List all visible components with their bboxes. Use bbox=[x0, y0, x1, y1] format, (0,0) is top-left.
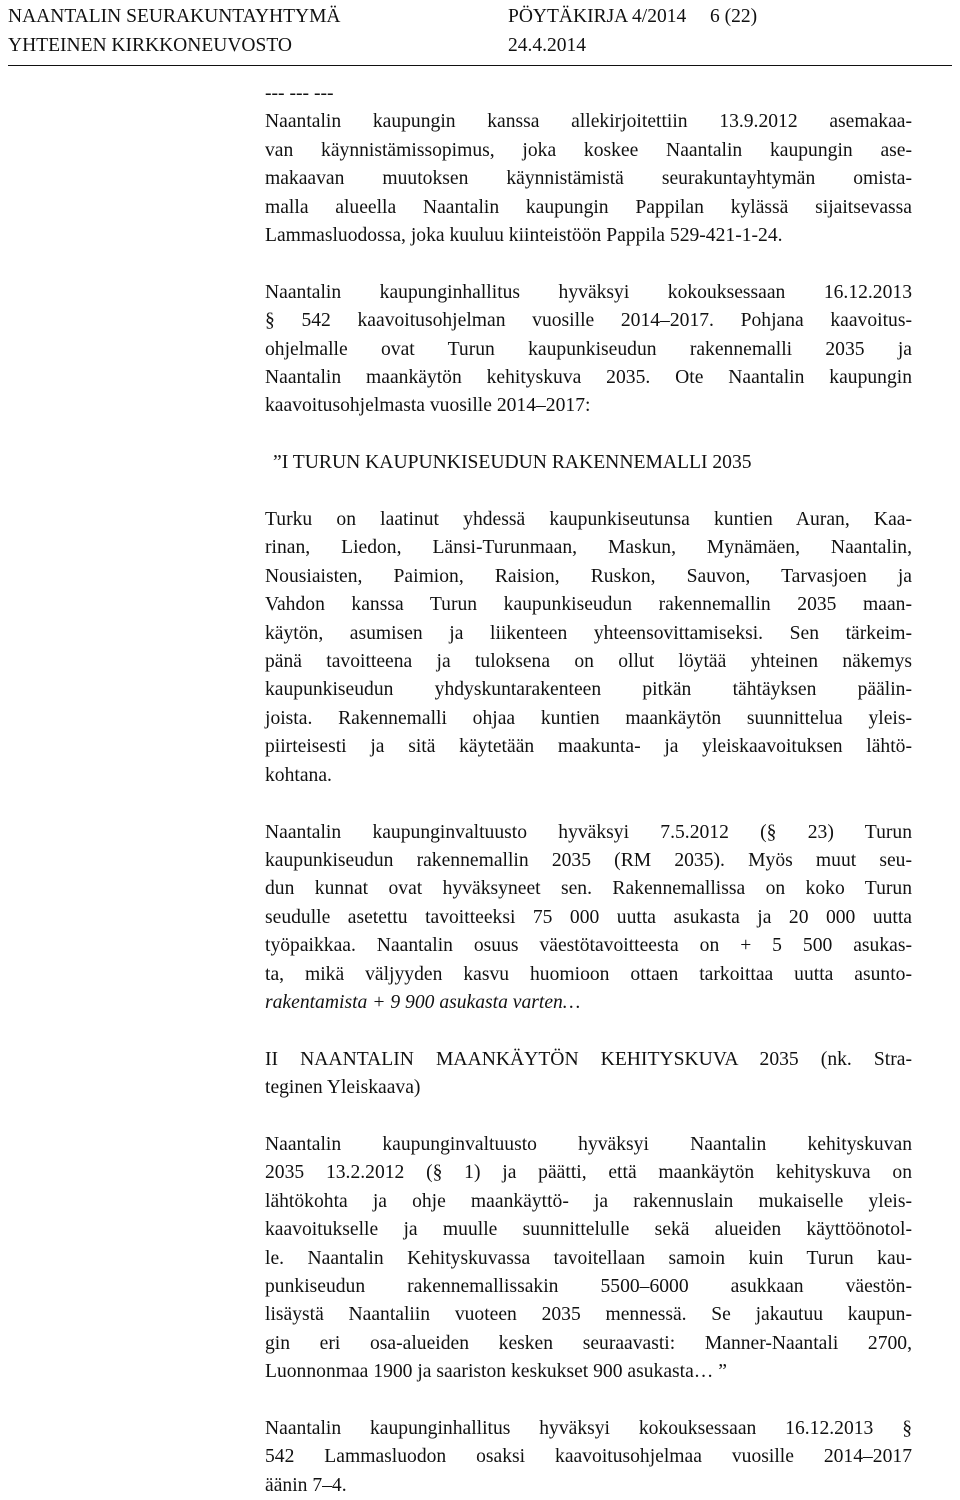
text-line: työpaikkaa. Naantalin osuus väestötavoitteesta on + 5 500 asukas- bbox=[265, 935, 912, 957]
text-line: kaupunkiseudun rakennemallin 2035 (RM 2035). Myös muut seu- bbox=[265, 849, 912, 871]
text-line: Nousiaisten, Paimion, Raision, Ruskon, Sauvon, Tarvasjoen ja bbox=[265, 565, 912, 587]
text-line: lähtökohta ja ohje maankäyttö- ja rakennuslain mukaiselle yleis- bbox=[265, 1190, 912, 1212]
heading-land-use-vision bbox=[265, 1046, 912, 1103]
text-line: ohjelmalle ovat Turun kaupunkiseudun rakennemalli 2035 ja bbox=[265, 338, 912, 360]
text-line: Naantalin kaupunginvaltuusto hyväksyi Naantalin kehityskuvan bbox=[265, 1133, 912, 1155]
text-line: teginen Yleiskaava) bbox=[265, 1077, 421, 1099]
paragraph-land-use-vision bbox=[265, 1131, 912, 1387]
text-line: 2035 13.2.2012 (§ 1) ja päätti, että maankäytön kehityskuva on bbox=[265, 1162, 912, 1184]
text-line: Lammasluodossa, joka kuuluu kiinteistöön Pappila 529-421-1-24. bbox=[265, 225, 783, 247]
text-line: § 542 kaavoitusohjelman vuosille 2014–2017. Pohjana kaavoitus- bbox=[265, 310, 912, 332]
text-line: II NAANTALIN MAANKÄYTÖN KEHITYSKUVA 2035 (nk. Stra- bbox=[265, 1048, 912, 1070]
text-line: dun kunnat ovat hyväksyneet sen. Rakennemallissa on koko Turun bbox=[265, 878, 912, 900]
text-line: Naantalin maankäytön kehityskuva 2035. Ote Naantalin kaupungin bbox=[265, 367, 912, 389]
text-line: 542 Lammasluodon osaksi kaavoitusohjelmaa vuosille 2014–2017 bbox=[265, 1446, 912, 1468]
text-line: äänin 7–4. bbox=[265, 1474, 347, 1496]
text-line: kaupunkiseudun yhdyskuntarakenteen pitkän tähtäyksen päälin- bbox=[265, 679, 912, 701]
text-line: Naantalin kaupunginhallitus hyväksyi kokouksessaan 16.12.2013 § bbox=[265, 1417, 912, 1439]
text-line: seudulle asetettu tavoitteeksi 75 000 uutta asukasta ja 20 000 uutta bbox=[265, 906, 912, 928]
text-line: ta, mikä väljyyden kasvu huomioon ottaen tarkoittaa uutta asunto- bbox=[265, 963, 912, 985]
meeting-date: 24.4.2014 bbox=[508, 35, 586, 56]
header-divider bbox=[8, 65, 952, 66]
text-line: Naantalin kaupungin kanssa allekirjoitettiin 13.9.2012 asemakaa- bbox=[265, 111, 912, 133]
text-line-italic: rakentamista + 9 900 asukasta varten… bbox=[265, 991, 581, 1013]
paragraph-final-decision bbox=[265, 1415, 912, 1500]
text-line: punkiseudun rakennemallissakin 5500–6000 asukkaan väestön- bbox=[265, 1275, 912, 1297]
body-name: YHTEINEN KIRKKONEUVOSTO bbox=[8, 35, 292, 56]
organization-name: NAANTALIN SEURAKUNTAYHTYMÄ bbox=[8, 6, 341, 27]
page-header bbox=[8, 2, 952, 60]
section-separator: --- --- --- bbox=[265, 83, 334, 104]
text-line: joista. Rakennemalli ohjaa kuntien maankäytön suunnittelua yleis- bbox=[265, 707, 912, 729]
text-line: makaavan muutoksen käynnistämistä seurakuntayhtymän omista- bbox=[265, 168, 912, 190]
header-row-1 bbox=[8, 2, 952, 31]
paragraph-agreement bbox=[265, 108, 912, 250]
text-line: Luonnonmaa 1900 ja saariston keskukset 900 asukasta… ” bbox=[265, 1361, 727, 1383]
text-line: käytön, asumisen ja liikenteen yhteensovittamiseksi. Sen tärkeim- bbox=[265, 622, 912, 644]
header-row-2 bbox=[8, 31, 952, 60]
page-number: 6 (22) bbox=[710, 6, 758, 27]
text-line: lisäystä Naantaliin vuoteen 2035 mennessä. Se jakautuu kaupun- bbox=[265, 1304, 912, 1326]
paragraph-structural-model bbox=[265, 506, 912, 790]
heading-structural-model: ”I TURUN KAUPUNKISEUDUN RAKENNEMALLI 2035 bbox=[273, 452, 752, 474]
text-line: le. Naantalin Kehityskuvassa tavoitellaan samoin kuin Turun kau- bbox=[265, 1247, 912, 1269]
text-line: gin eri osa-alueiden kesken seuraavasti: Manner-Naantali 2700, bbox=[265, 1332, 912, 1354]
text-line: piirteisesti ja sitä käytetään maakunta- ja yleiskaavoituksen lähtö- bbox=[265, 736, 912, 758]
text-line: kohtana. bbox=[265, 764, 332, 786]
paragraph-city-board-decision bbox=[265, 279, 912, 421]
document-type: PÖYTÄKIRJA 4/2014 bbox=[508, 6, 687, 27]
text-line: Vahdon kanssa Turun kaupunkiseudun rakennemallin 2035 maan- bbox=[265, 594, 912, 616]
text-line: kaavoitukselle ja muulle suunnittelulle sekä alueiden käyttöönotol- bbox=[265, 1219, 912, 1241]
paragraph-council-approval bbox=[265, 819, 912, 1018]
text-line: van käynnistämissopimus, joka koskee Naantalin kaupungin ase- bbox=[265, 139, 912, 161]
text-line: Naantalin kaupunginhallitus hyväksyi kokouksessaan 16.12.2013 bbox=[265, 281, 912, 303]
text-line: rinan, Liedon, Länsi-Turunmaan, Maskun, Mynämäen, Naantalin, bbox=[265, 537, 912, 559]
text-line: kaavoitusohjelmasta vuosille 2014–2017: bbox=[265, 395, 591, 417]
text-line: malla alueella Naantalin kaupungin Pappilan kylässä sijaitsevassa bbox=[265, 196, 912, 218]
document-body bbox=[265, 80, 912, 1500]
text-line: Naantalin kaupunginvaltuusto hyväksyi 7.5.2012 (§ 23) Turun bbox=[265, 821, 912, 843]
text-line: pänä tavoitteena ja tuloksena on ollut löytää yhteinen näkemys bbox=[265, 651, 912, 673]
text-line: Turku on laatinut yhdessä kaupunkiseutunsa kuntien Auran, Kaa- bbox=[265, 509, 912, 531]
